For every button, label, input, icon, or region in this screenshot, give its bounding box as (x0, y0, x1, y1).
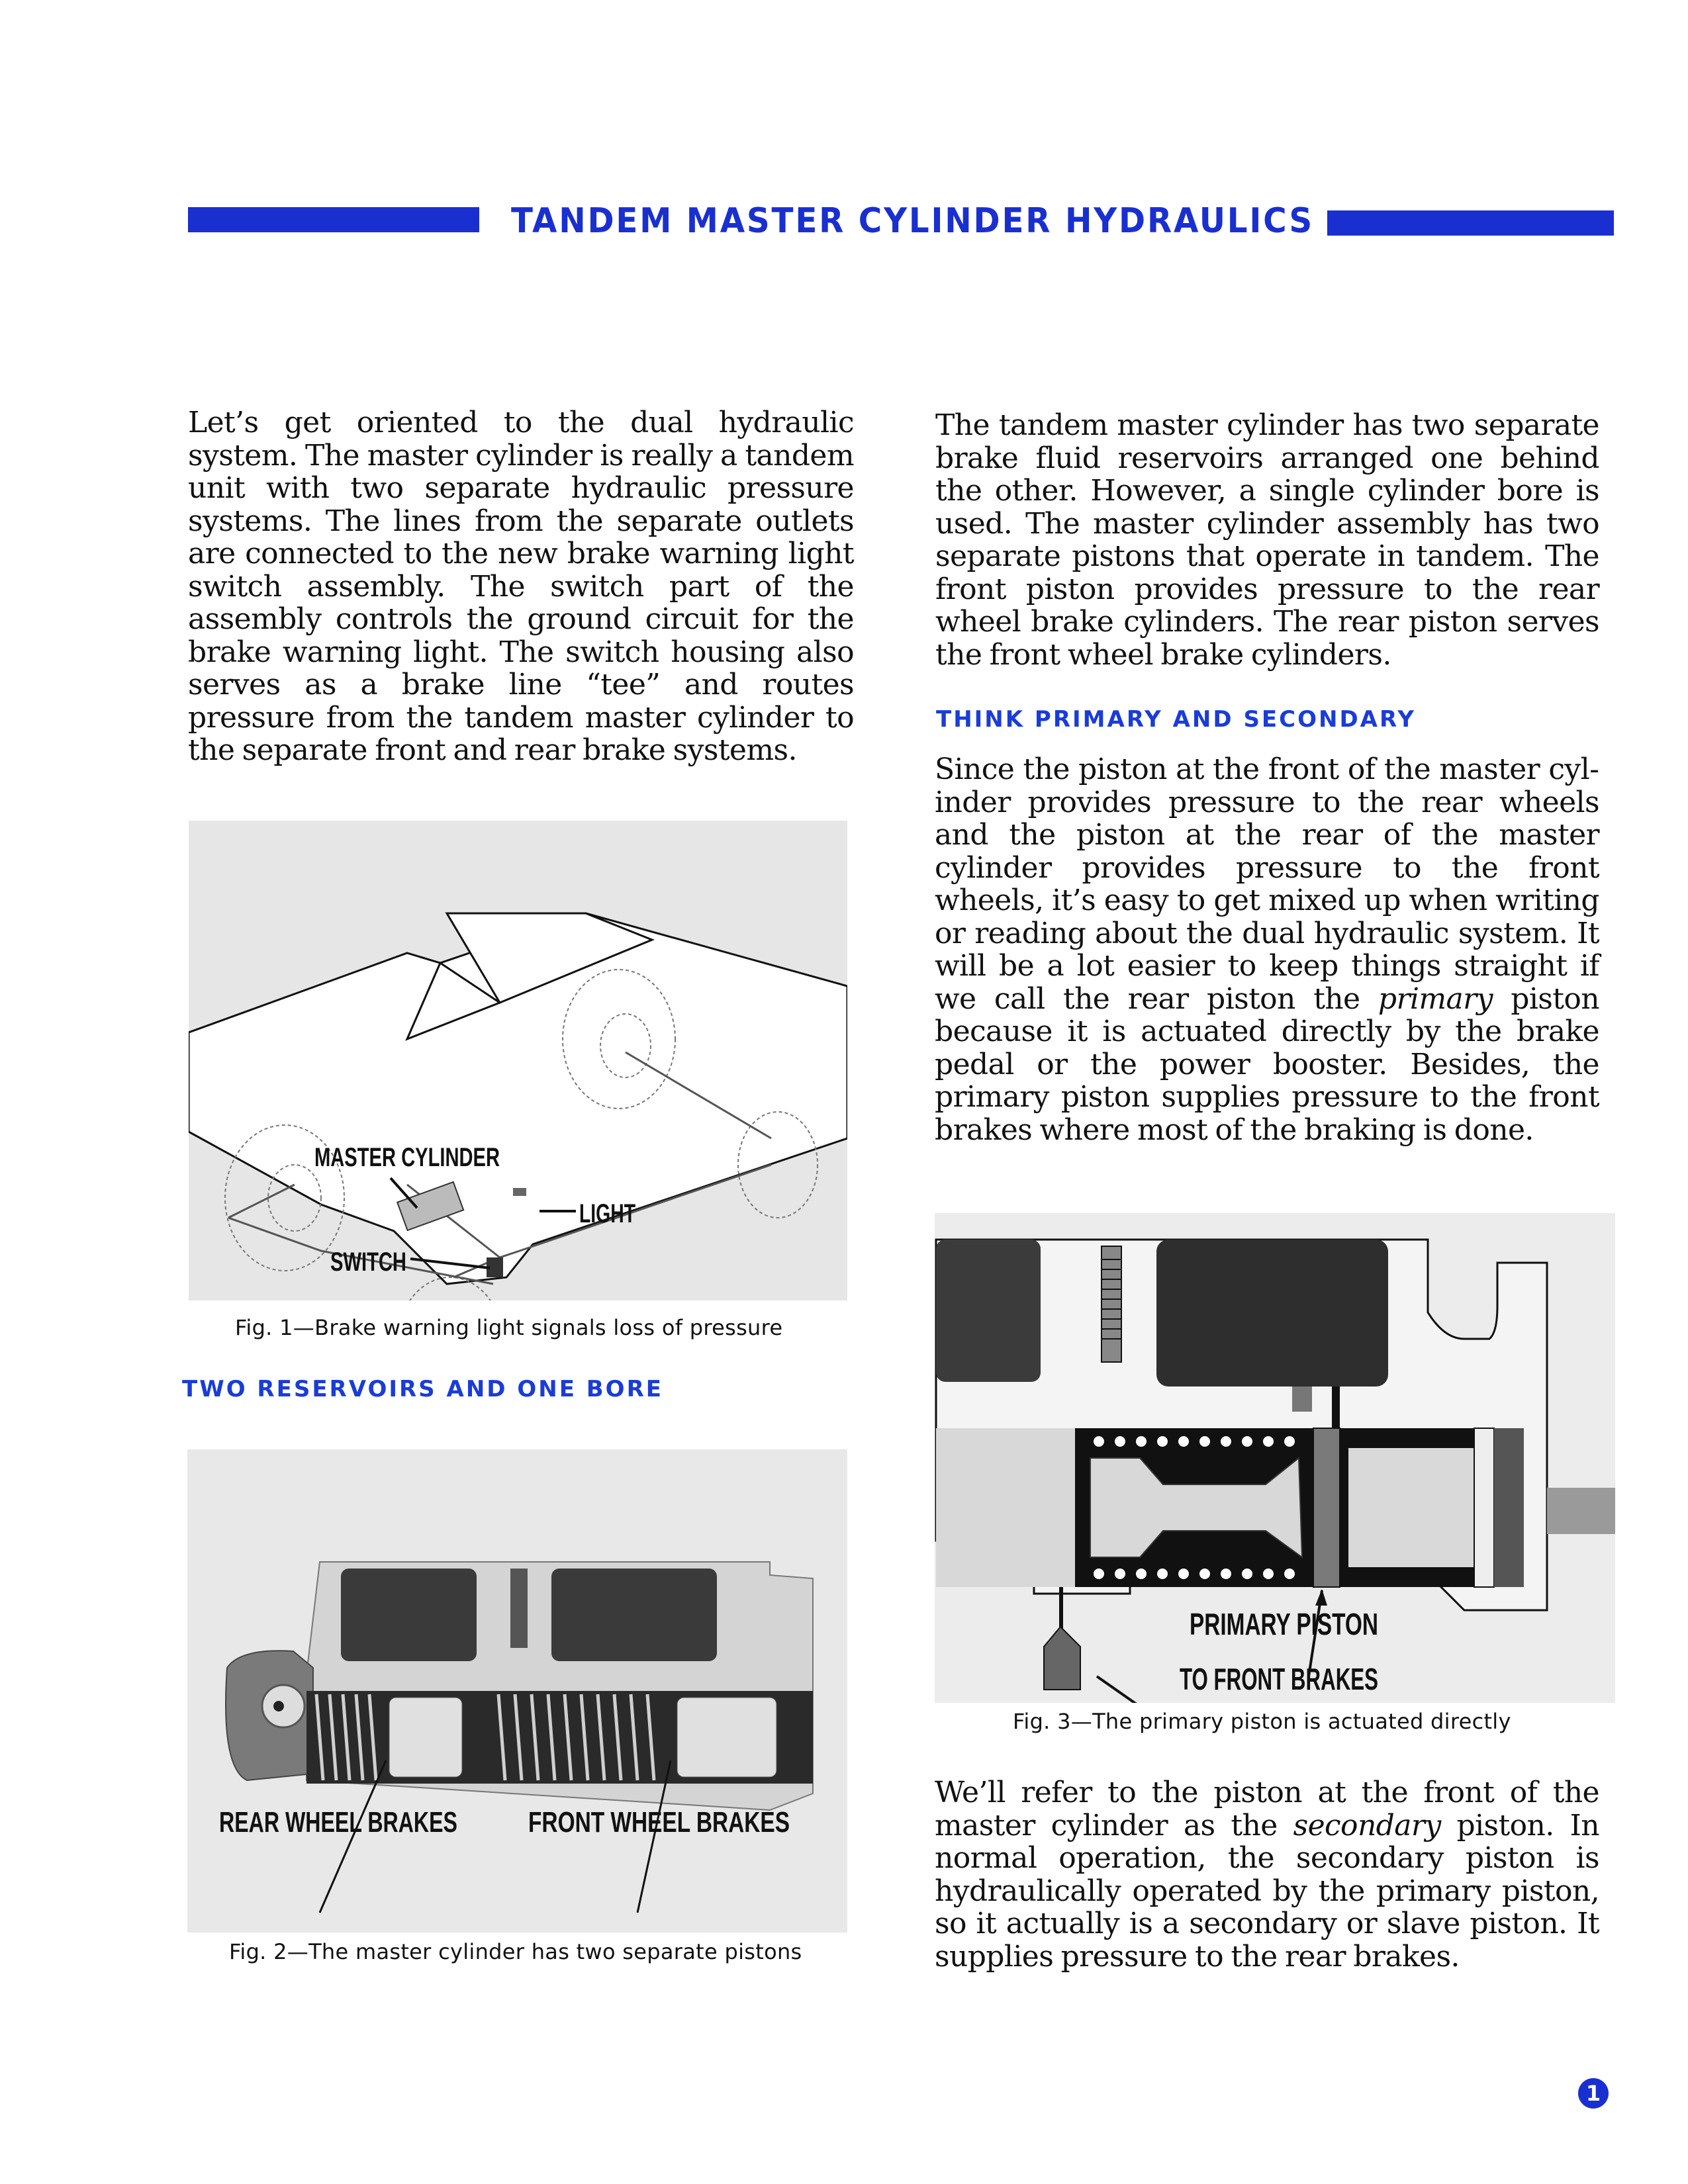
page-number-badge: 1 (1578, 2078, 1609, 2109)
header-rule-left (188, 207, 479, 232)
page-title: TANDEM MASTER CYLINDER HYDRAULICS (511, 201, 1314, 241)
primary-paragraph (935, 753, 1599, 1146)
figure-3-caption: Fig. 3—The primary piston is actuated directly (1013, 1709, 1511, 1734)
figure-2-illustration (187, 1449, 847, 1933)
figure-2 (187, 1449, 847, 1933)
figure-3 (935, 1213, 1615, 1703)
reservoir-front-dark (1156, 1240, 1388, 1387)
intro-paragraph-text: Let’s get oriented to the dual hydraulic system. The master cylinder is really a tandem unit with two separate hydraulic pressure systems. The lines from the separate outlets are connected to the new brake warning light switch assembly. The switch part of the assembly controls the ground circuit for the brake warning light. The switch housing also serves as a brake line “tee” and routes pressure from the tandem master cylinder to the separate front and rear brake systems. (188, 406, 854, 767)
secondary-paragraph (935, 1776, 1599, 1973)
emphasis-secondary: secondary (1293, 1808, 1441, 1843)
figure-1-caption: Fig. 1—Brake warning light signals loss of pressure (235, 1315, 783, 1340)
header-rule-right (1327, 210, 1614, 236)
reservoir-front (551, 1569, 717, 1661)
push-rod (1547, 1488, 1615, 1534)
label-rear-wheel-brakes: REAR WHEEL BRAKES (219, 1806, 457, 1839)
reservoir-rear-dark (936, 1240, 1041, 1382)
label-primary-piston: PRIMARY PISTON (1190, 1607, 1378, 1641)
figure-1 (189, 821, 847, 1300)
figure-1-illustration (189, 821, 847, 1300)
primary-piston (677, 1698, 776, 1777)
bore (936, 1428, 1615, 1587)
label-light: LIGHT (579, 1199, 635, 1228)
secondary-piston (389, 1698, 462, 1777)
primary-piston-seal (1313, 1428, 1340, 1587)
primary-paragraph-text: Since the piston at the front of the master cylinder provides pressure to the rear wheels and the piston at the rear of the master cylinder provides pressure to the front wheels, it’s easy to get mixed up when writing or reading about the dual hydraulic system. It will be a lot easier to keep things straight if we call the rear piston the primary piston because it is actuated directly by the brake pedal or the power booster. Besides, the primary piston supplies pressure to the front brakes where most of the braking is done. (935, 752, 1599, 1147)
label-switch: SWITCH (330, 1248, 406, 1277)
emphasis-primary: primary (1378, 981, 1493, 1016)
figure-2-caption: Fig. 2—The master cylinder has two separate pistons (229, 1939, 802, 1964)
secondary-paragraph-text: We’ll refer to the piston at the front of the master cylinder as the secondary piston. In normal operation, the secondary piston is hydraulically operated by the primary piston, so it actually is a secondary or slave piston. It supplies pressure to the rear brakes. (935, 1776, 1600, 1974)
section-heading-two-reservoirs: TWO RESERVOIRS AND ONE BORE (182, 1376, 663, 1402)
section-heading-primary-secondary: THINK PRIMARY AND SECONDARY (936, 706, 1416, 733)
reservoir-rear (341, 1569, 477, 1661)
screw (1102, 1246, 1121, 1362)
label-master-cylinder: MASTER CYLINDER (314, 1143, 500, 1172)
tandem-paragraph (935, 409, 1599, 671)
tandem-paragraph-text: The tandem master cylinder has two separate brake fluid reservoirs arranged one behind the other. However, a single cylinder bore is used. The master cylinder assembly has two separate pistons that operate in tandem. The front piston provides pressure to the rear wheel brake cylinders. The rear piston serves the front wheel brake cylinders. (935, 408, 1599, 672)
label-front-wheel-brakes: FRONT WHEEL BRAKES (528, 1806, 790, 1839)
intro-paragraph (188, 406, 854, 767)
figure-3-illustration (935, 1213, 1615, 1703)
label-to-front-brakes: TO FRONT BRAKES (1180, 1662, 1378, 1696)
